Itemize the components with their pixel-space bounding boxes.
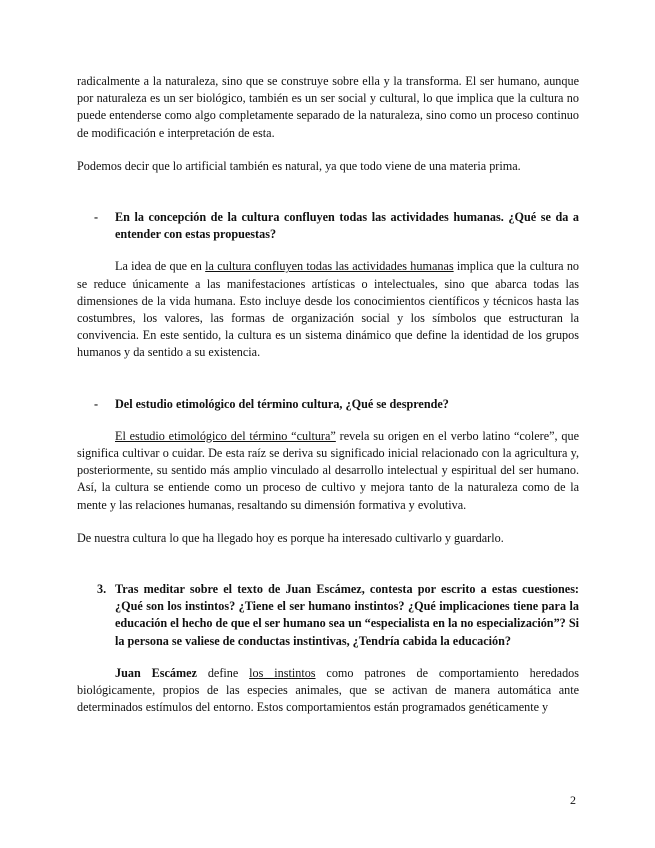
answer-etymology: El estudio etimológico del término “cultura” revela su origen en el verbo latino “colere”, que significa cultivar o cuidar. De esta raíz se deriva su significado inicial relacionado con la agricultura y, posteriormente, su sentido más amplio vinculado al desarrollo intelectual y espiritual del ser humano. Así, la cultura se entiende como un proceso de cultivo y mejora tanto de la naturaleza como de la mente y las relaciones humanas, resaltando su dimensión formativa y evolutiva. <box>77 428 579 512</box>
question-culture-activities <box>77 209 579 243</box>
paragraph-artificial-natural: Podemos decir que lo artificial también es natural, ya que todo viene de una materia prima. <box>77 158 521 173</box>
question-instincts <box>77 581 579 650</box>
underlined-phrase: El estudio etimológico del término “cultura” <box>115 428 336 443</box>
page-number: 2 <box>570 793 576 807</box>
question-text: En la concepción de la cultura confluyen todas las actividades humanas. ¿Qué se da a entender con estas propuestas? <box>115 210 579 242</box>
paragraph-our-culture: De nuestra cultura lo que ha llegado hoy es porque ha interesado cultivarlo y guardarlo. <box>77 530 504 545</box>
question-bullet: - <box>94 396 99 411</box>
question-text: Tras meditar sobre el texto de Juan Escámez, contesta por escrito a estas cuestiones: ¿Qué son los instintos? ¿Tiene el ser humano instintos? ¿Qué implicaciones tiene para la educación el hecho de que el ser humano sea un “especialista en la no especialización”? Si la persona se valiese de conductas instintivas, ¿Tendría cabida la educación? <box>115 582 579 648</box>
page-body <box>77 73 579 716</box>
question-etymology <box>77 396 579 413</box>
answer-culture-activities: La idea de que en la cultura confluyen todas las actividades humanas implica que la cultura no se reduce únicamente a las manifestaciones artísticas o intelectuales, sino que abarca todas las dimensiones de la vida humana. Esto incluye desde los conocimientos científicos y técnicos hasta las costumbres, los valores, las formas de organización social y los símbolos que estructuran la convivencia. En este sentido, la cultura es un sistema dinámico que define la identidad de los grupos humanos y da sentido a su existencia. <box>77 259 580 360</box>
underlined-phrase: los instintos <box>249 665 316 680</box>
paragraph-nature-culture: radicalmente a la naturaleza, sino que se construye sobre ella y la transforma. El ser humano, aunque por naturaleza es un ser biológico, también es un ser social y cultural, lo que implica que la cultura no puede entenderse como algo completamente separado de la naturaleza, sino como un proceso continuo de modificación e interpretación de esta. <box>77 74 579 140</box>
underlined-phrase: la cultura confluyen todas las actividades humanas <box>205 259 454 274</box>
answer-instincts: Juan Escámez define los instintos como patrones de comportamiento heredados biológicamente, propios de las especies animales, que se activan de manera automática ante determinados estímulos del entorno. Estos comportamientos están programados genéticamente y <box>77 665 579 715</box>
question-text: Del estudio etimológico del término cultura, ¿Qué se desprende? <box>115 396 449 411</box>
question-bullet: - <box>94 210 99 225</box>
question-number: 3. <box>97 582 107 597</box>
author-name: Juan Escámez <box>115 665 197 680</box>
